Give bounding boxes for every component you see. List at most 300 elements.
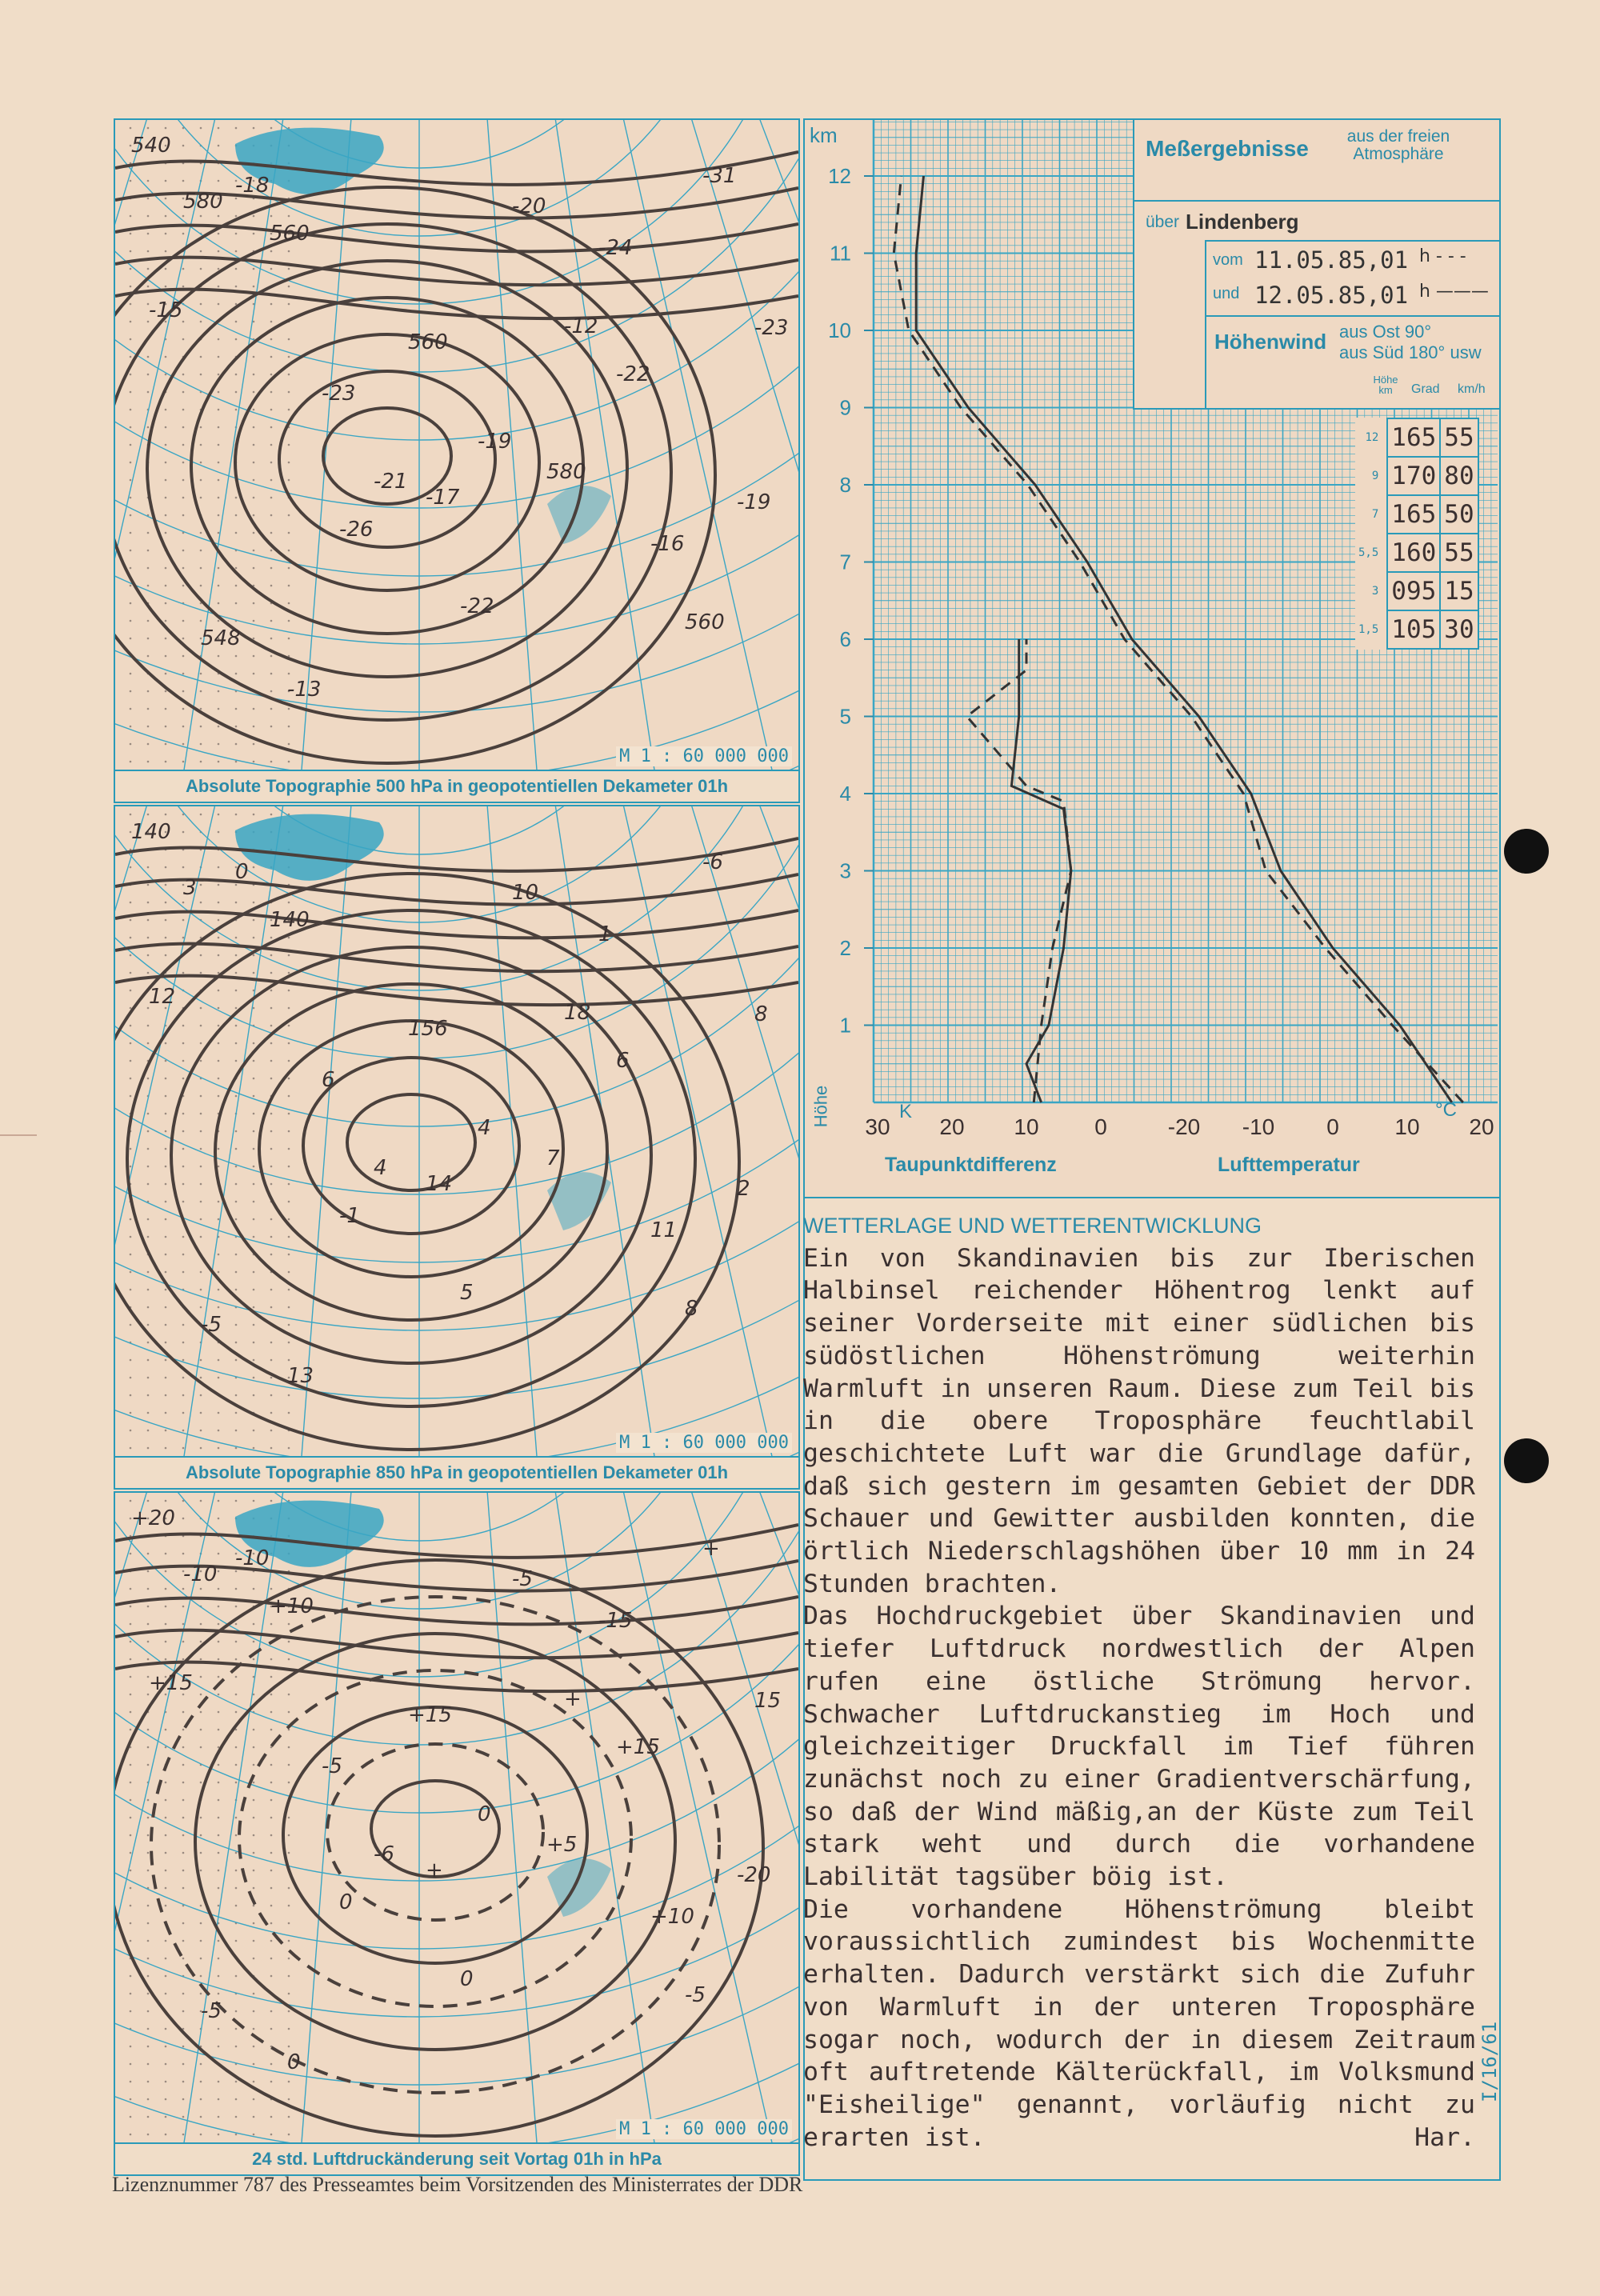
isoline-label: -20	[512, 194, 546, 218]
shading-dot	[147, 250, 150, 253]
shading-dot	[130, 1799, 132, 1802]
shading-dot	[218, 972, 220, 974]
meridian	[115, 120, 139, 770]
shading-dot	[130, 1834, 132, 1837]
y-tick-label: 3	[839, 858, 851, 883]
shading-dot	[130, 866, 132, 869]
shading-dot	[270, 1394, 273, 1397]
shading-dot	[165, 726, 167, 728]
shading-dot	[200, 497, 202, 499]
shading-dot	[235, 2116, 238, 2118]
shading-dot	[165, 1042, 167, 1045]
shading-dot	[130, 990, 132, 992]
shading-dot	[165, 1799, 167, 1802]
shading-dot	[218, 620, 220, 622]
shading-dot	[182, 1711, 185, 1714]
isoline-label: 3	[183, 876, 197, 900]
shading-dot	[130, 462, 132, 464]
isoline-label: 1	[598, 922, 612, 946]
greenland-shape	[235, 814, 384, 881]
shading-dot	[218, 1817, 220, 1819]
shading-dot	[288, 1394, 290, 1397]
isoline-label: -1	[339, 1204, 360, 1228]
shading-dot	[200, 462, 202, 464]
shading-dot	[182, 2134, 185, 2136]
shading-dot	[218, 1588, 220, 1590]
shading-dot	[253, 866, 255, 869]
isoline	[115, 1561, 798, 1591]
shading-dot	[235, 1130, 238, 1133]
shading-dot	[200, 1817, 202, 1819]
shading-dot	[218, 1306, 220, 1309]
wind-direction: 160	[1387, 534, 1440, 572]
shading-dot	[165, 902, 167, 904]
shading-dot	[165, 286, 167, 288]
wind-row	[1355, 572, 1478, 610]
shading-dot	[253, 2098, 255, 2101]
shading-dot	[200, 1905, 202, 1907]
shading-dot	[253, 462, 255, 464]
isoline	[151, 1597, 719, 2093]
shading-dot	[288, 567, 290, 570]
shading-dot	[147, 638, 150, 640]
shading-dot	[182, 655, 185, 658]
shading-dot	[182, 1359, 185, 1362]
shading-dot	[235, 2081, 238, 2083]
x-tick-label: -10	[1242, 1114, 1275, 1139]
shading-dot	[147, 1306, 150, 1309]
shading-dot	[200, 1746, 202, 1749]
shading-dot	[165, 1289, 167, 1291]
shading-dot	[165, 250, 167, 253]
x-tick-label: 0	[1326, 1114, 1339, 1139]
shading-dot	[200, 268, 202, 270]
shading-dot	[288, 1324, 290, 1326]
shading-dot	[218, 1412, 220, 1414]
shading-dot	[130, 567, 132, 570]
shading-dot	[235, 215, 238, 218]
shading-dot	[182, 2063, 185, 2066]
isoline-label: -31	[702, 164, 737, 188]
shading-dot	[130, 444, 132, 446]
meridian	[755, 120, 798, 770]
shading-dot	[253, 514, 255, 517]
wind-speed: 55	[1440, 534, 1478, 572]
shading-dot	[253, 620, 255, 622]
shading-dot	[253, 1042, 255, 1045]
shading-dot	[147, 356, 150, 358]
shading-dot	[235, 2028, 238, 2030]
shading-dot	[182, 620, 185, 622]
isoline-label: +10	[270, 1594, 314, 1618]
shading-dot	[235, 338, 238, 341]
isoline-label: 8	[685, 1297, 698, 1321]
shading-dot	[288, 1289, 290, 1291]
shading-dot	[130, 1940, 132, 1942]
shading-dot	[235, 1570, 238, 1573]
shading-dot	[218, 1606, 220, 1608]
shading-dot	[165, 2098, 167, 2101]
shading-dot	[165, 1500, 167, 1502]
shading-dot	[165, 585, 167, 587]
shading-dot	[147, 1729, 150, 1731]
shading-dot	[253, 567, 255, 570]
isoline-label: +15	[149, 1671, 193, 1695]
report-paragraph-1: Ein von Skandinavien bis zur Iberischen Halbinsel reichender Höhentrog lenkt auf seiner Vorderseite mit einer südlichen bis südöstlichen Höhenströmung weiterhin Warmluft in unseren Raum. Diese zum Teil bis in die obere Troposphäre feuchtlabil geschichtete Luft war die Grundlage dafür, daß sich gestern im gesamten Gebiet der DDR Schauer und Gewitter ausbilden konnten, die örtlich Niederschlagshöhen über 10 mm in 24 Stunden brachten.	[803, 1243, 1475, 1598]
shading-dot	[165, 1606, 167, 1608]
shading-dot	[235, 602, 238, 605]
shading-dot	[147, 2028, 150, 2030]
shading-dot	[200, 2063, 202, 2066]
shading-dot	[218, 884, 220, 886]
shading-dot	[235, 673, 238, 675]
shading-dot	[147, 620, 150, 622]
wind-height: 3	[1371, 585, 1379, 598]
wind-speed: 15	[1440, 572, 1478, 610]
shading-dot	[288, 1764, 290, 1766]
shading-dot	[253, 1183, 255, 1186]
shading-dot	[270, 1852, 273, 1854]
shading-dot	[182, 1817, 185, 1819]
punch-hole-top	[1504, 829, 1549, 874]
wind-table	[1355, 418, 1479, 650]
shading-dot	[165, 409, 167, 411]
shading-dot	[165, 180, 167, 182]
shading-dot	[288, 2028, 290, 2030]
shading-dot	[182, 673, 185, 675]
shading-dot	[270, 1817, 273, 1819]
shading-dot	[270, 1588, 273, 1590]
shading-dot	[182, 1940, 185, 1942]
shading-dot	[253, 1377, 255, 1379]
shading-dot	[218, 356, 220, 358]
shading-dot	[270, 690, 273, 693]
shading-dot	[288, 1887, 290, 1890]
shading-dot	[270, 1025, 273, 1027]
shading-dot	[200, 321, 202, 323]
shading-dot	[130, 1711, 132, 1714]
shading-dot	[288, 444, 290, 446]
shading-dot	[130, 902, 132, 904]
shading-dot	[288, 1940, 290, 1942]
shading-dot	[182, 1236, 185, 1238]
km-label: km	[810, 123, 838, 147]
date1-prefix: vom	[1213, 251, 1243, 269]
shading-dot	[200, 1641, 202, 1643]
shading-dot	[200, 374, 202, 376]
shading-dot	[235, 391, 238, 394]
shading-dot	[288, 673, 290, 675]
shading-dot	[165, 1306, 167, 1309]
shading-dot	[200, 620, 202, 622]
shading-dot	[235, 761, 238, 763]
shading-dot	[165, 1148, 167, 1150]
shading-dot	[200, 567, 202, 570]
shading-dot	[253, 1236, 255, 1238]
shading-dot	[270, 215, 273, 218]
shading-dot	[200, 1958, 202, 1960]
shading-dot	[218, 655, 220, 658]
shading-dot	[270, 2116, 273, 2118]
shading-dot	[235, 286, 238, 288]
shading-dot	[130, 708, 132, 710]
shading-dot	[165, 1236, 167, 1238]
shading-dot	[130, 937, 132, 939]
shading-dot	[147, 1113, 150, 1115]
shading-dot	[253, 2028, 255, 2030]
shading-dot	[218, 1060, 220, 1062]
shading-dot	[218, 761, 220, 763]
shading-dot	[165, 462, 167, 464]
shading-dot	[235, 1870, 238, 1872]
isoline-label: -20	[737, 1863, 771, 1887]
shading-dot	[253, 356, 255, 358]
shading-dot	[270, 462, 273, 464]
shading-dot	[165, 1078, 167, 1080]
shading-dot	[182, 1799, 185, 1802]
shading-dot	[235, 1007, 238, 1010]
x-ticks	[865, 1114, 1494, 1139]
shading-dot	[200, 1201, 202, 1203]
shading-dot	[165, 1588, 167, 1590]
shading-dot	[147, 1817, 150, 1819]
shading-dot	[147, 1289, 150, 1291]
shading-dot	[253, 937, 255, 939]
shading-dot	[182, 462, 185, 464]
shading-dot	[147, 1183, 150, 1186]
shading-dot	[165, 1553, 167, 1555]
shading-dot	[182, 479, 185, 482]
shading-dot	[165, 638, 167, 640]
shading-dot	[182, 2046, 185, 2048]
shading-dot	[235, 1676, 238, 1678]
isoline-label: -17	[426, 486, 460, 510]
shading-dot	[147, 1870, 150, 1872]
y-tick-label: 11	[830, 241, 851, 266]
shading-dot	[147, 1958, 150, 1960]
map-labels	[131, 134, 788, 702]
shading-dot	[288, 1113, 290, 1115]
shading-dot	[235, 1834, 238, 1837]
shading-dot	[218, 1658, 220, 1661]
shading-dot	[218, 1254, 220, 1256]
shading-dot	[235, 743, 238, 746]
isoline	[115, 874, 798, 905]
map-scale: M 1 : 60 000 000	[616, 1433, 792, 1453]
shading-dot	[235, 1254, 238, 1256]
shading-dot	[130, 954, 132, 957]
shading-dot	[147, 1852, 150, 1854]
shading-dot	[182, 215, 185, 218]
shading-dot	[130, 1271, 132, 1274]
shading-dot	[235, 972, 238, 974]
shading-dot	[270, 761, 273, 763]
shading-dot	[182, 1729, 185, 1731]
shading-dot	[182, 374, 185, 376]
shading-dot	[218, 444, 220, 446]
shading-dot	[130, 1729, 132, 1731]
shading-dot	[165, 2116, 167, 2118]
date2-line: h ———	[1419, 282, 1489, 302]
shading-dot	[200, 2116, 202, 2118]
shading-dot	[200, 708, 202, 710]
shading-dot	[218, 954, 220, 957]
shading-dot	[235, 1975, 238, 1978]
shading-dot	[182, 1623, 185, 1626]
isoline	[279, 371, 495, 547]
shading-dot	[288, 356, 290, 358]
shading-dot	[288, 514, 290, 517]
document-id: I/16/61	[1478, 2021, 1501, 2102]
shading-dot	[165, 356, 167, 358]
shading-dot	[218, 1834, 220, 1837]
shading-dot	[235, 585, 238, 587]
shading-dot	[147, 937, 150, 939]
shading-dot	[200, 250, 202, 253]
isoline-label: 6	[616, 1049, 630, 1073]
isoline-label: 18	[564, 1001, 591, 1025]
shading-dot	[130, 1324, 132, 1326]
shading-dot	[218, 1782, 220, 1784]
shading-dot	[182, 1166, 185, 1168]
shading-dot	[218, 1887, 220, 1890]
shading-dot	[253, 1324, 255, 1326]
shading-dot	[235, 2134, 238, 2136]
shading-dot	[288, 2081, 290, 2083]
isoline-label: -21	[374, 470, 408, 494]
shading-dot	[253, 1148, 255, 1150]
shading-dot	[253, 1799, 255, 1802]
shading-dot	[182, 338, 185, 341]
shading-dot	[200, 1940, 202, 1942]
shading-dot	[235, 2010, 238, 2013]
shading-dot	[130, 497, 132, 499]
shading-dot	[253, 1447, 255, 1450]
y-tick-label: 4	[839, 782, 851, 806]
shading-dot	[165, 1342, 167, 1344]
shading-dot	[182, 937, 185, 939]
shading-dot	[200, 1095, 202, 1098]
shading-dot	[253, 814, 255, 816]
shading-dot	[200, 1975, 202, 1978]
shading-dot	[130, 585, 132, 587]
shading-dot	[200, 1130, 202, 1133]
shading-dot	[165, 1271, 167, 1274]
shading-dot	[235, 1218, 238, 1221]
wind-direction: 165	[1387, 418, 1440, 457]
shading-dot	[218, 250, 220, 253]
shading-dot	[253, 1430, 255, 1432]
shading-dot	[288, 1658, 290, 1661]
shading-dot	[288, 708, 290, 710]
isoline-label: 540	[131, 134, 171, 158]
shading-dot	[270, 444, 273, 446]
shading-dot	[130, 814, 132, 816]
shading-dot	[182, 1958, 185, 1960]
shading-dot	[130, 1852, 132, 1854]
shading-dot	[200, 1289, 202, 1291]
shading-dot	[200, 1025, 202, 1027]
shading-dot	[165, 1359, 167, 1362]
shading-dot	[200, 673, 202, 675]
x-tick-label: 10	[1394, 1114, 1420, 1139]
wind-speed: 55	[1440, 418, 1478, 457]
shading-dot	[165, 761, 167, 763]
shading-dot	[182, 1130, 185, 1133]
shading-dot	[218, 1711, 220, 1714]
shading-dot	[218, 479, 220, 482]
shading-dot	[270, 1060, 273, 1062]
shading-dot	[235, 1500, 238, 1502]
y-tick-label: 9	[839, 395, 851, 420]
shading-dot	[253, 638, 255, 640]
shading-dot	[147, 1042, 150, 1045]
shading-dot	[165, 1940, 167, 1942]
shading-dot	[270, 1430, 273, 1432]
shading-dot	[147, 1394, 150, 1397]
shading-dot	[218, 1676, 220, 1678]
shading-dot	[288, 1254, 290, 1256]
shading-dot	[165, 1377, 167, 1379]
shading-dot	[165, 1430, 167, 1432]
shading-dot	[147, 902, 150, 904]
shading-dot	[253, 1201, 255, 1203]
shading-dot	[182, 1834, 185, 1837]
shading-dot	[200, 356, 202, 358]
shading-dot	[235, 1588, 238, 1590]
wind-dir1: aus Ost 90°	[1339, 322, 1432, 342]
shading-dot	[147, 198, 150, 200]
shading-dot	[288, 2046, 290, 2048]
shading-dot	[270, 2028, 273, 2030]
shading-dot	[165, 1817, 167, 1819]
shading-dot	[270, 1148, 273, 1150]
shading-dot	[253, 479, 255, 482]
x-label-left: Taupunktdifferenz	[885, 1154, 1057, 1176]
date1-value: 11.05.85,01	[1254, 246, 1409, 274]
shading-dot	[200, 1922, 202, 1925]
shading-dot	[130, 127, 132, 130]
shading-dot	[253, 919, 255, 922]
y-tick-label: 1	[839, 1013, 851, 1038]
shading-dot	[235, 1852, 238, 1854]
sea-shape	[547, 1858, 611, 1917]
isoline-label: -24	[598, 236, 633, 260]
shading-dot	[182, 708, 185, 710]
shading-dot	[147, 1606, 150, 1608]
shading-dot	[182, 497, 185, 499]
shading-dot	[218, 1095, 220, 1098]
shading-dot	[130, 303, 132, 306]
shading-dot	[235, 1430, 238, 1432]
shading-dot	[288, 602, 290, 605]
shading-dot	[288, 1641, 290, 1643]
isoline-label: 0	[339, 1890, 353, 1914]
map-scale: M 1 : 60 000 000	[616, 746, 792, 766]
shading-dot	[147, 1359, 150, 1362]
shading-dot	[235, 1342, 238, 1344]
shading-dot	[147, 1993, 150, 1995]
isoline-label: -5	[512, 1567, 533, 1591]
isoline-label: 4	[374, 1156, 387, 1180]
shading-dot	[253, 127, 255, 130]
isoline-label: 0	[287, 2050, 301, 2074]
isoline-label: +10	[650, 1905, 694, 1929]
shading-dot	[130, 1289, 132, 1291]
shading-dot	[200, 972, 202, 974]
shading-dot	[218, 2134, 220, 2136]
shading-dot	[253, 1623, 255, 1626]
